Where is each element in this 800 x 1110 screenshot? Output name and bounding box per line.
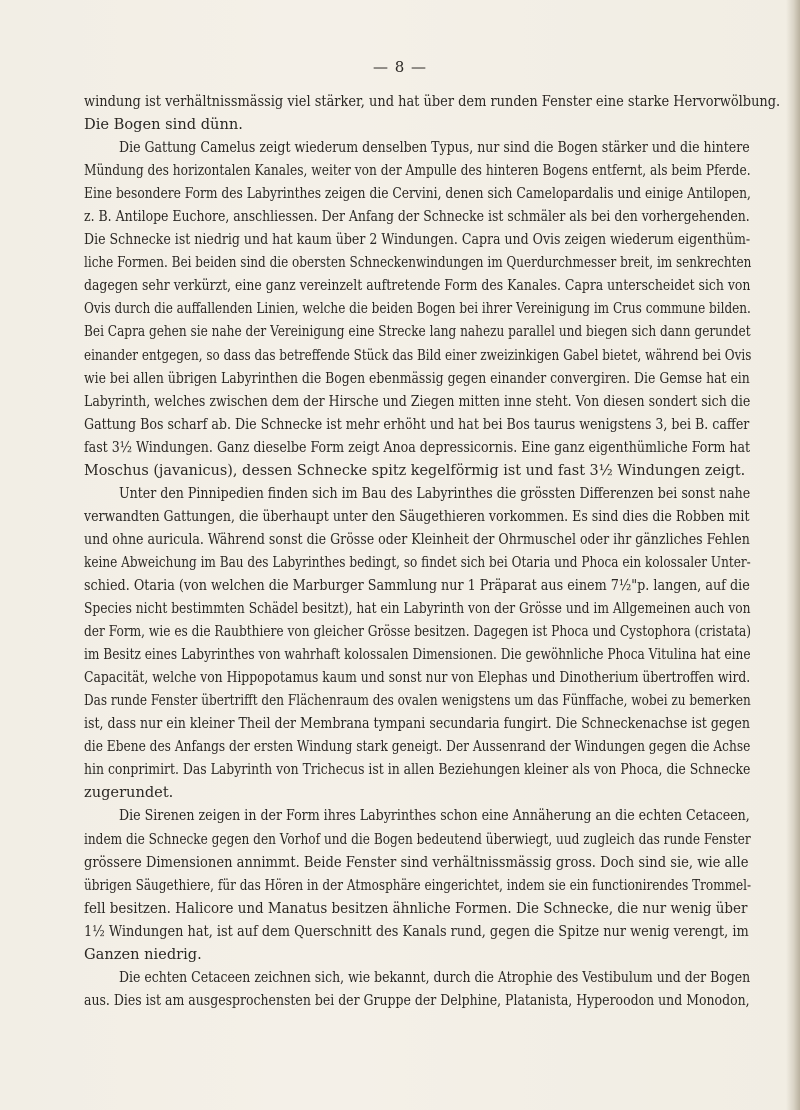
- text-line: zugerundet.: [84, 784, 174, 802]
- text-line: fast 3½ Windungen. Ganz dieselbe Form zeigt Anoa depressicornis. Eine ganz eigenthümliche Form hat: [84, 438, 751, 456]
- text-line: Gattung Bos scharf ab. Die Schnecke ist mehr erhöht und hat bei Bos taurus wenigstens 3, bei B. caffer: [84, 415, 750, 433]
- text-line: Ovis durch die auffallenden Linien, welche die beiden Bogen bei ihrer Vereinigung im Crus commune bilden.: [84, 300, 751, 318]
- text-line: einander entgegen, so dass das betreffende Stück das Bild einer zweizinkigen Gabel bietet, während bei Ovis: [84, 346, 752, 364]
- text-line: grössere Dimensionen annimmt. Beide Fenster sind verhältnissmässig gross. Doch sind sie, wie alle: [84, 853, 749, 871]
- text-line: und ohne auricula. Während sonst die Grösse oder Kleinheit der Ohrmuschel oder ihr gänzliches Fehlen: [84, 530, 750, 548]
- text-line: wie bei allen übrigen Labyrinthen die Bogen ebenmässig gegen einander convergiren. Die Gemse hat ein: [84, 369, 750, 387]
- text-line: liche Formen. Bei beiden sind die obersten Schneckenwindungen im Querdurchmesser breit, im senkrechten: [84, 254, 752, 272]
- paragraph: [84, 804, 780, 965]
- text-line: im Besitz eines Labyrinthes von wahrhaft kolossalen Dimensionen. Die gewöhnliche Phoca Vitulina hat eine: [84, 646, 751, 664]
- text-line: Die Gattung Camelus zeigt wiederum denselben Typus, nur sind die Bogen stärker und die hintere: [119, 139, 750, 157]
- page-number: — 8 —: [372, 58, 428, 76]
- paragraph: [84, 90, 780, 136]
- text-line: fell besitzen. Halicore und Manatus besitzen ähnliche Formen. Die Schnecke, die nur wenig über: [84, 899, 748, 917]
- text-line: Unter den Pinnipedien finden sich im Bau des Labyrinthes die grössten Differenzen bei sonst nahe: [119, 484, 751, 502]
- text-line: Die Sirenen zeigen in der Form ihres Labyrinthes schon eine Annäherung an die echten Cetaceen,: [119, 807, 750, 825]
- text-line: Ganzen niedrig.: [84, 945, 202, 963]
- text-line: indem die Schnecke gegen den Vorhof und die Bogen bedeutend überwiegt, uud zugleich das runde Fenster: [84, 830, 751, 848]
- text-line: aus. Dies ist am ausgesprochensten bei der Gruppe der Delphine, Platanista, Hyperoodon und Monodon,: [84, 991, 750, 1009]
- paragraph: [84, 482, 780, 805]
- text-line: z. B. Antilope Euchore, anschliessen. Der Anfang der Schnecke ist schmäler als bei den vorhergehenden.: [84, 208, 750, 226]
- text-line: Die Bogen sind dünn.: [84, 116, 243, 134]
- text-line: keine Abweichung im Bau des Labyrinthes bedingt, so findet sich bei Otaria und Phoca ein kolossaler Unter-: [84, 553, 751, 571]
- text-line: dagegen sehr verkürzt, eine ganz vereinzelt auftretende Form des Kanales. Capra unterscheidet sich von: [84, 277, 751, 295]
- paragraph: [84, 966, 780, 1012]
- text-line: Bei Capra gehen sie nahe der Vereinigung eine Strecke lang nahezu parallel und biegen sich dann gerundet: [84, 323, 751, 341]
- text-line: 1½ Windungen hat, ist auf dem Querschnitt des Kanals rund, gegen die Spitze nur wenig verengt, im: [84, 922, 749, 940]
- text-line: Die Schnecke ist niedrig und hat kaum über 2 Windungen. Capra und Ovis zeigen wiederum eigenthüm-: [84, 231, 751, 249]
- text-line: der Form, wie es die Raubthiere von gleicher Grösse besitzen. Dagegen ist Phoca und Cystophora (cristata): [84, 623, 752, 641]
- text-line: ist, dass nur ein kleiner Theil der Membrana tympani secundaria fungirt. Die Schneckenachse ist gegen: [84, 715, 750, 733]
- text-line: windung ist verhältnissmässig viel stärker, und hat über dem runden Fenster eine starke Hervorwölbung.: [84, 93, 781, 110]
- text-line: Das runde Fenster übertrifft den Flächenraum des ovalen wenigstens um das Fünffache, wobei zu bemerken: [84, 692, 751, 710]
- text-line: schied. Otaria (von welchen die Marburger Sammlung nur 1 Präparat aus einem 7½"p. langen, auf die: [84, 576, 750, 594]
- text-line: Moschus (javanicus), dessen Schnecke spitz kegelförmig ist und fast 3½ Windungen zeigt.: [84, 461, 746, 479]
- text-line: Die echten Cetaceen zeichnen sich, wie bekannt, durch die Atrophie des Vestibulum und der Bogen: [119, 968, 751, 986]
- page-edge-shadow: [786, 0, 800, 1110]
- text-line: Mündung des horizontalen Kanales, weiter von der Ampulle des hinteren Bogens entfernt, als beim Pferde.: [84, 162, 751, 180]
- text-line: Capacität, welche von Hippopotamus kaum und sonst nur von Elephas und Dinotherium übertroffen wird.: [84, 669, 751, 687]
- text-line: Species nicht bestimmten Schädel besitzt), hat ein Labyrinth von der Grösse und im Allgemeinen auch von: [84, 600, 751, 618]
- text-line: die Ebene des Anfangs der ersten Windung stark geneigt. Der Aussenrand der Windungen gegen die Achse: [84, 738, 751, 756]
- paragraph: [84, 136, 780, 482]
- text-line: verwandten Gattungen, die überhaupt unter den Säugethieren vorkommen. Es sind dies die Robben mit: [84, 507, 750, 525]
- text-line: übrigen Säugethiere, für das Hören in der Atmosphäre eingerichtet, indem sie ein functionirendes Trommel-: [84, 876, 752, 894]
- body-text: [84, 90, 780, 1012]
- text-line: hin conprimirt. Das Labyrinth von Trichecus ist in allen Beziehungen kleiner als von Phoca, die Schnecke: [84, 761, 751, 779]
- text-line: Eine besondere Form des Labyrinthes zeigen die Cervini, denen sich Camelopardalis und einige Antilopen,: [84, 185, 751, 203]
- text-line: Labyrinth, welches zwischen dem der Hirsche und Ziegen mitten inne steht. Von diesen sondert sich die: [84, 392, 751, 410]
